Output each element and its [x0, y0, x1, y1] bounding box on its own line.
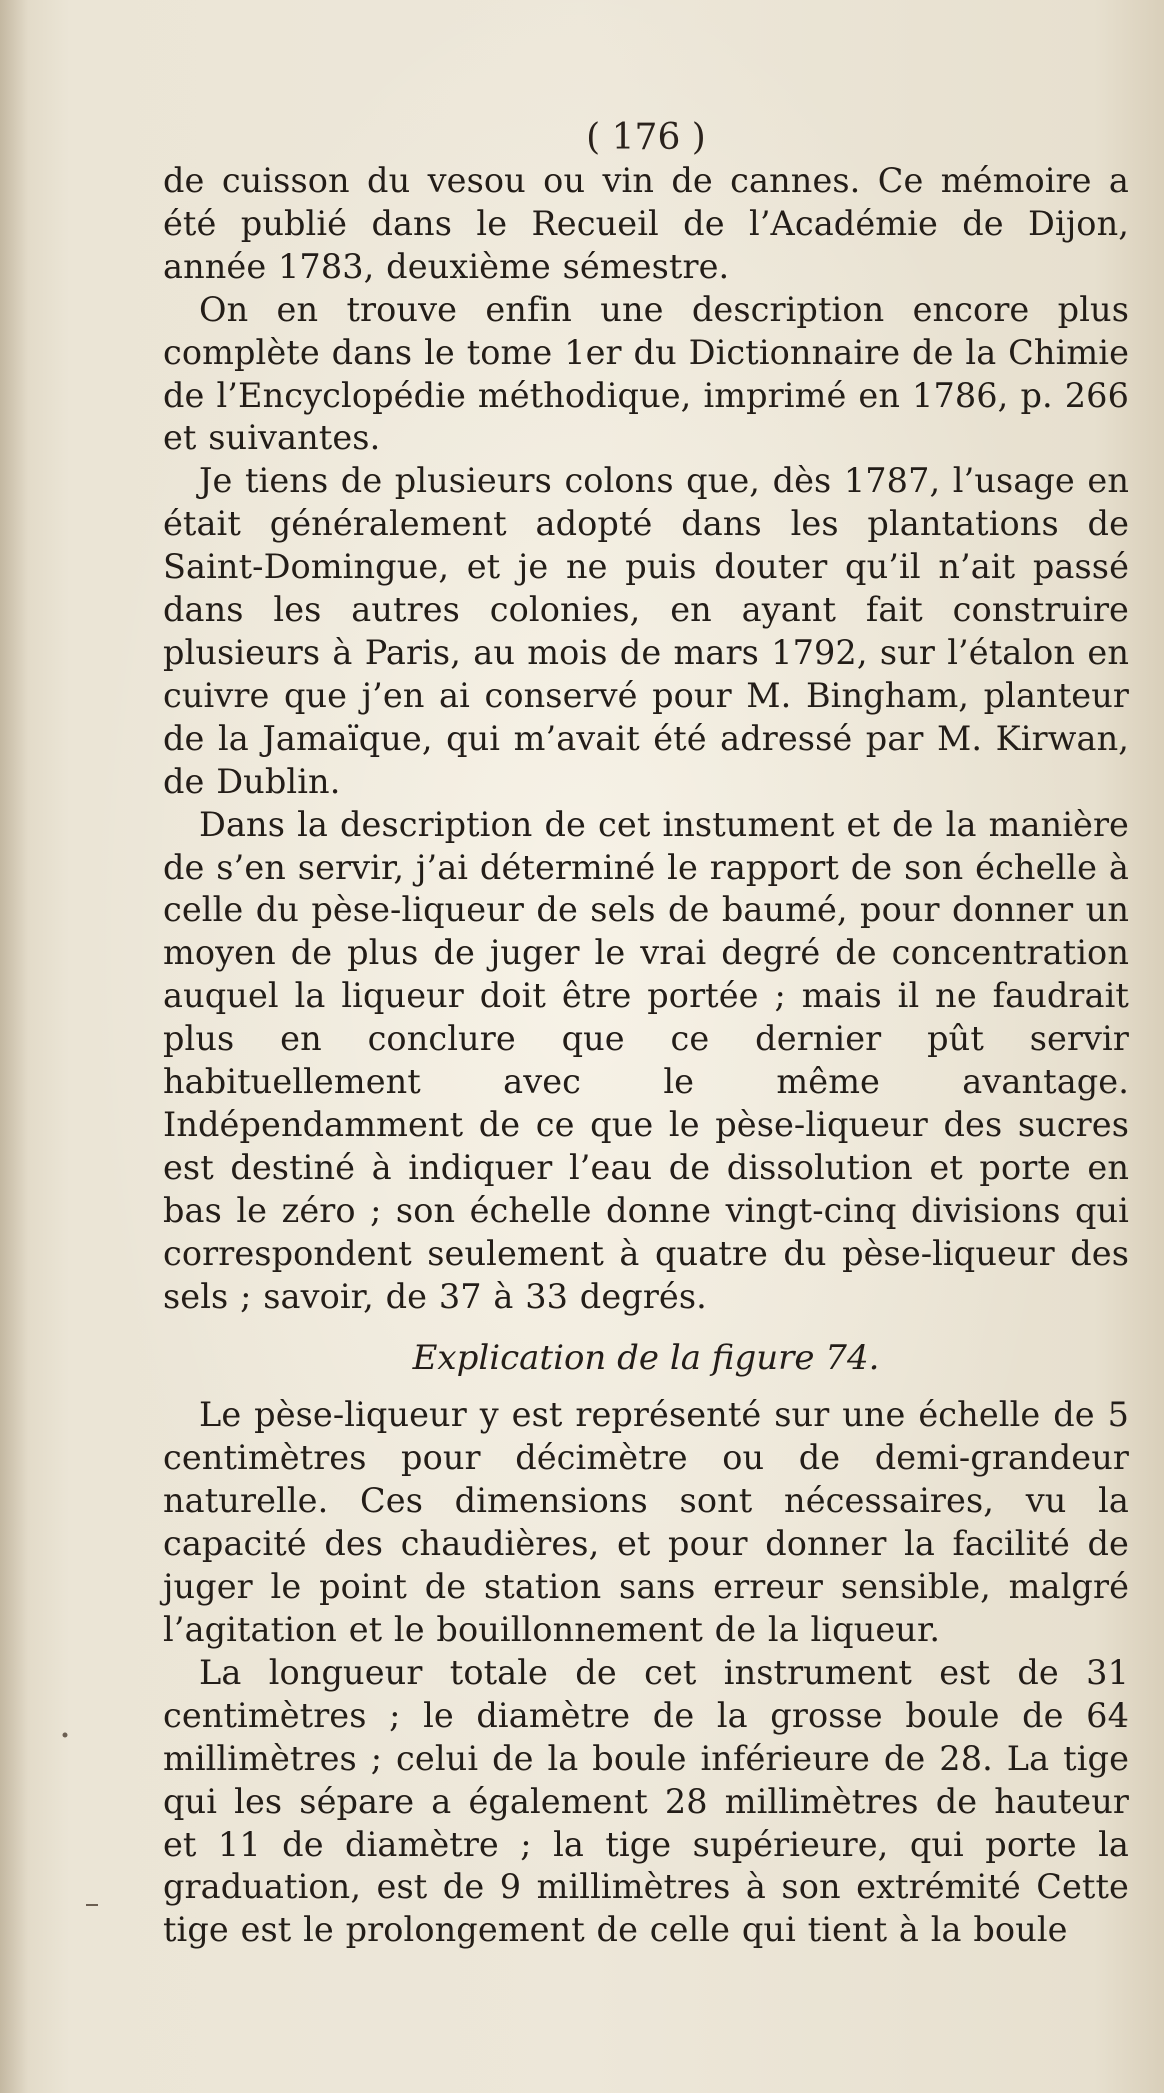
- text-block: [163, 118, 1129, 1952]
- paragraph-description: Dans la description de cet instument et de la manière de s’en servir, j’ai déterminé le rapport de son échelle à celle du pèse-liqueur de sels de baumé, pour donner un moyen de plus de juger le vrai degré de concentration auquel la liqueur doit être portée ; mais il ne faudrait plus en conclure que ce dernier pût servir habituellement avec le même avantage. Indépendamment de ce que le pèse-liqueur des sucres est destiné à indiquer l’eau de dissolution et porte en bas le zéro ; son échelle donne vingt-cinq divisions qui correspondent seulement à quatre du pèse-liqueur des sels ; savoir, de 37 à 33 degrés.: [163, 804, 1129, 1316]
- paragraph-encyclopedie: On en trouve enfin une description encore plus complète dans le tome 1er du Dictionnaire de la Chimie de l’Encyclopédie méthodique, imprimé en 1786, p. 266 et suivantes.: [163, 289, 1129, 458]
- paragraph-continuation: de cuisson du vesou ou vin de cannes. Ce mémoire a été publié dans le Recueil de l’Académie de Dijon, année 1783, deuxième sémestre.: [163, 161, 1129, 286]
- binding-shadow: [0, 0, 28, 2093]
- section-heading: Explication de la figure 74.: [412, 1338, 880, 1379]
- ink-speck: [63, 1733, 68, 1738]
- paragraph-echelle: Le pèse-liqueur y est représenté sur une échelle de 5 centimètres pour décimètre ou de demi-grandeur naturelle. Ces dimensions sont nécessaires, vu la capacité des chaudières, et pour donner la facilité de juger le point de station sans erreur sensible, malgré l’agitation et le bouillonnement de la liqueur.: [163, 1395, 1129, 1649]
- paragraph-colons: Je tiens de plusieurs colons que, dès 1787, l’usage en était généralement adopté dans les plantations de Saint-Domingue, et je ne puis douter qu’il n’ait passé dans les autres colonies, en ayant fait construire plusieurs à Paris, au mois de mars 1792, sur l’étalon en cuivre que j’en ai conservé pour M. Bingham, planteur de la Jamaïque, qui m’avait été adressé par M. Kirwan, de Dublin.: [163, 461, 1129, 801]
- page-number: ( 176 ): [586, 117, 706, 158]
- paragraph-longueur: La longueur totale de cet instrument est de 31 centimètres ; le diamètre de la grosse boule de 64 millimètres ; celui de la boule inférieure de 28. La tige qui les sépare a également 28 millimètres de hauteur et 11 de diamètre ; la tige supérieure, qui porte la graduation, est de 9 millimètres à son extrémité Cette tige est le prolongement de celle qui tient à la boule: [163, 1652, 1129, 1950]
